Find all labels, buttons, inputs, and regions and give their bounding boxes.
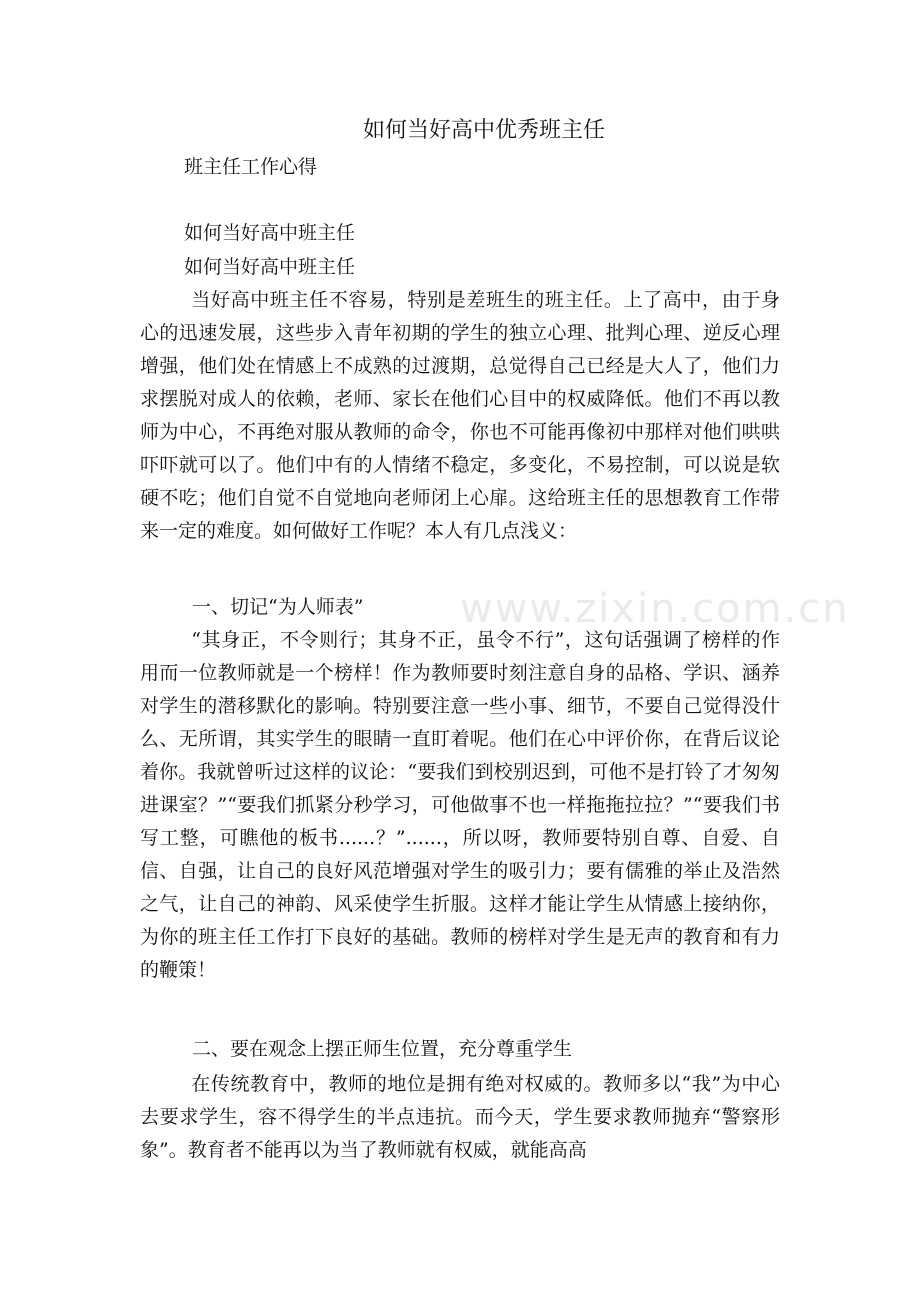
paragraph-intro: 当好高中班主任不容易，特别是差班生的班主任。上了高中，由于身心的迅速发展，这些步入青年初期的学生的独立心理、批判心理、逆反心理增强，他们处在情感上不成熟的过渡期，总觉得自己已经是大人了，他们力求摆脱对成人的依赖，老师、家长在他们心目中的权威降低。他们不再以教师为中心，不再绝对服从教师的命令，你也不可能再像初中那样对他们哄哄吓吓就可以了。他们中有的人情绪不稳定，多变化，不易控制，可以说是软硬不吃；他们自觉不自觉地向老师闭上心扉。这给班主任的思想教育工作带来一定的难度。如何做好工作呢？本人有几点浅义： [140,289,780,542]
paragraph-section2: 在传统教育中，教师的地位是拥有绝对权威的。教师多以“我”为中心去要求学生，容不得学生的半点违抗。而今天，学生要求教师抛弃“警察形象”。教育者不能再以为当了教师就有权威，就能高高 [140,1073,780,1161]
document-subtitle: 班主任工作心得 [184,156,318,178]
repeat-title-2: 如何当好高中班主任 [184,256,356,278]
document-title: 如何当好高中优秀班主任 [362,118,605,143]
section-heading-2: 二、要在观念上摆正师生位置，充分尊重学生 [192,1038,573,1060]
repeat-title-1: 如何当好高中班主任 [184,222,356,244]
paragraph-section1: “其身正，不令则行；其身不正，虽令不行”，这句话强调了榜样的作用而一位教师就是一个榜样！作为教师要时刻注意自身的品格、学识、涵养对学生的潜移默化的影响。特别要注意一些小事、细节，不要自己觉得没什么、无所谓，其实学生的眼睛一直盯着呢。他们在心中评价你，在背后议论着你。我就曾听过这样的议论：“要我们到校别迟到，可他不是打铃了才匆匆进课室？”“要我们抓紧分秒学习，可他做事不也一样拖拖拉拉？”“要我们书写工整，可瞧他的板书......？”......，所以呀，教师要特别自尊、自爱、自信、自强，让自己的良好风范增强对学生的吸引力；要有儒雅的举止及浩然之气，让自己的神韵、风采使学生折服。这样才能让学生从情感上接纳你，为你的班主任工作打下良好的基础。教师的榜样对学生是无声的教育和有力的鞭策！ [140,629,780,981]
watermark: www.zixin.com.cn [460,586,850,632]
section-heading-1: 一、切记“为人师表” [192,596,364,618]
